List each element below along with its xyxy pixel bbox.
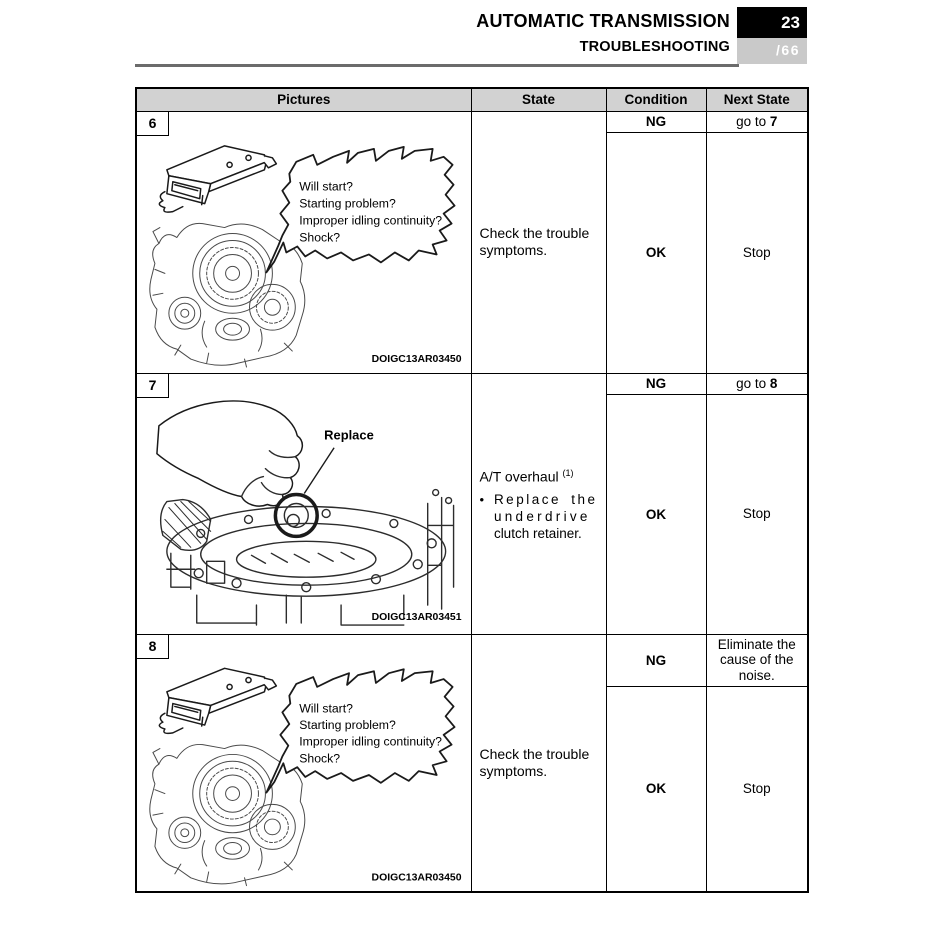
table-header-row <box>136 88 808 111</box>
next-state-value <box>706 132 808 373</box>
page-total: /66 <box>737 38 807 64</box>
speech-bubble <box>266 146 454 272</box>
bubble-line: Shock? <box>299 750 341 765</box>
table-row <box>136 111 808 132</box>
column-header-state: State <box>471 88 606 111</box>
condition-value: NG <box>606 111 706 132</box>
state-cell-step7 <box>471 373 606 634</box>
chapter-number: 23 <box>737 7 807 38</box>
state-intro: A/T overhaul <box>479 468 563 485</box>
next-state-text: Stop <box>742 506 771 522</box>
ecu-module-drawing <box>159 668 276 733</box>
bullet-line: Replace the <box>493 491 598 507</box>
footnote-superscript: (1) <box>562 468 574 479</box>
hand-drawing <box>157 401 317 536</box>
next-state-value <box>706 373 808 394</box>
page-number-box <box>737 7 807 64</box>
bubble-line: Will start? <box>299 700 353 715</box>
state-text: Check the trouble symptoms. <box>479 225 590 258</box>
step-number-badge: 7 <box>137 374 169 398</box>
condition-value: NG <box>606 373 706 394</box>
condition-value: OK <box>606 686 706 892</box>
condition-value: OK <box>606 394 706 634</box>
header-divider <box>135 64 739 67</box>
next-state-text: Stop <box>742 244 771 260</box>
column-header-condition: Condition <box>606 88 706 111</box>
next-state-number: 7 <box>769 113 778 129</box>
condition-value: NG <box>606 634 706 686</box>
column-header-next-state: Next State <box>706 88 808 111</box>
next-state-text: go to <box>736 113 770 129</box>
picture-cell-step8 <box>136 634 471 892</box>
next-state-value <box>706 111 808 132</box>
figure-code: DOIGC13AR03450 <box>371 872 462 884</box>
page-header <box>476 10 730 56</box>
condition-value: OK <box>606 132 706 373</box>
state-text: Check the trouble symptoms. <box>479 745 590 779</box>
column-header-pictures: Pictures <box>136 88 471 111</box>
troubleshooting-table <box>135 87 809 893</box>
next-state-number: 8 <box>769 375 778 391</box>
figure-code: DOIGC13AR03451 <box>371 611 462 623</box>
ecu-module-drawing <box>159 145 276 211</box>
table-row <box>136 634 808 686</box>
next-state-value <box>706 634 808 686</box>
figure-code: DOIGC13AR03450 <box>371 353 462 365</box>
bullet-line: underdrive <box>493 508 591 524</box>
replace-callout: Replace <box>324 427 374 443</box>
bubble-line: Starting problem? <box>299 196 396 211</box>
ecu-transmission-illustration <box>137 635 471 892</box>
bubble-line: Improper idling continuity? <box>299 734 442 749</box>
bubble-line: Will start? <box>299 179 353 194</box>
next-state-value <box>706 394 808 634</box>
next-state-value <box>706 686 808 892</box>
state-cell-step8 <box>471 634 606 892</box>
next-state-text: go to <box>736 375 770 391</box>
state-bullet-item <box>480 491 598 542</box>
bubble-line: Improper idling continuity? <box>299 213 443 228</box>
next-state-text: Eliminate the cause of the noise. <box>717 636 796 683</box>
state-cell-step6 <box>471 111 606 373</box>
bullet-icon: • <box>479 491 485 507</box>
state-text <box>480 465 598 486</box>
callout-leader-line <box>304 447 334 493</box>
page-title: AUTOMATIC TRANSMISSION <box>476 11 730 31</box>
step-number-badge: 8 <box>137 635 169 659</box>
ecu-transmission-illustration <box>137 112 471 373</box>
page-subtitle: TROUBLESHOOTING <box>579 39 730 55</box>
next-state-text: Stop <box>742 781 771 796</box>
bullet-text <box>494 491 598 542</box>
bubble-line: Starting problem? <box>299 717 396 732</box>
retainer-replace-illustration <box>137 374 471 634</box>
bubble-line: Shock? <box>299 230 341 245</box>
picture-cell-step6 <box>136 111 471 373</box>
step-number-badge: 6 <box>137 112 169 136</box>
table-row <box>136 373 808 394</box>
picture-cell-step7 <box>136 373 471 634</box>
speech-bubble <box>266 669 454 792</box>
bullet-line: clutch retainer. <box>493 525 582 541</box>
